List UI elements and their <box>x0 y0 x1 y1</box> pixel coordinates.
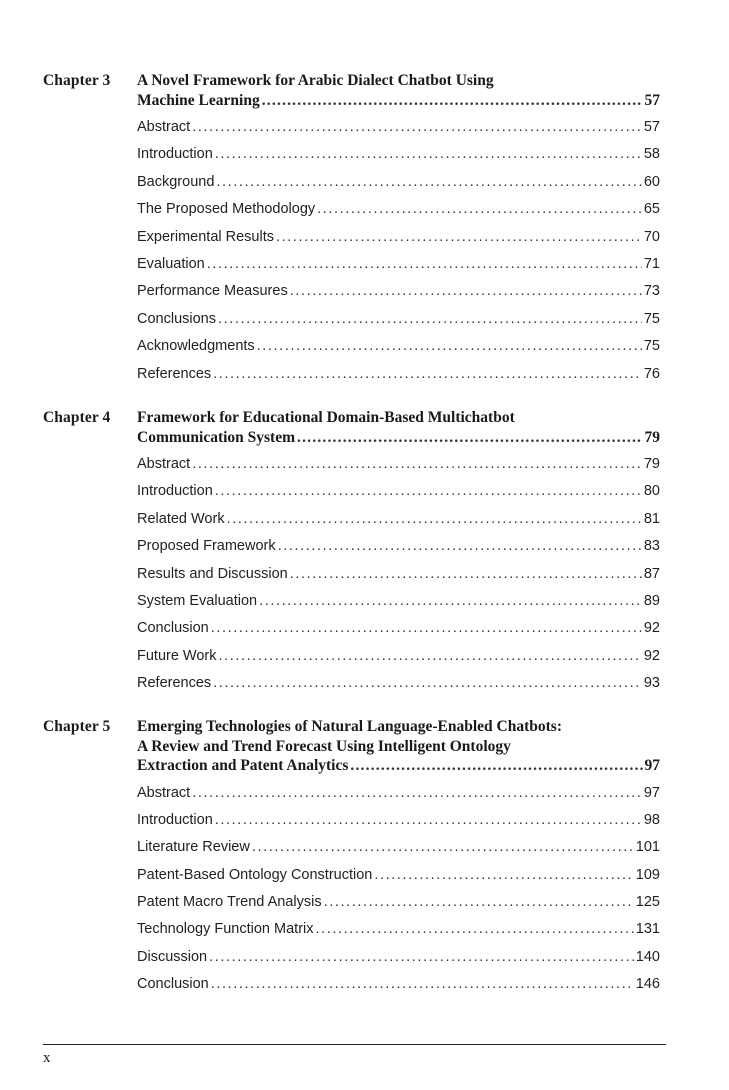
toc-entry[interactable] <box>137 282 660 309</box>
chapter-page-number: 97 <box>644 757 660 774</box>
toc-entry[interactable] <box>137 975 660 1002</box>
toc-entry-page: 83 <box>643 538 660 555</box>
chapter-title-line: Machine Learning <box>137 91 260 109</box>
toc-entry-page: 140 <box>635 948 660 965</box>
dot-leader <box>252 838 634 858</box>
toc-entry-page: 92 <box>643 647 660 664</box>
toc-entry-title: Evaluation <box>137 255 205 272</box>
toc-entry-title: Introduction <box>137 483 213 500</box>
toc-entry-title: Conclusion <box>137 976 209 993</box>
dot-leader <box>324 893 634 913</box>
toc-entry-page: 71 <box>643 255 660 272</box>
toc-entry[interactable] <box>137 920 660 947</box>
dot-leader <box>216 173 641 193</box>
toc-entry[interactable] <box>137 893 660 920</box>
dot-leader <box>213 674 642 694</box>
toc-entry-title: Conclusion <box>137 620 209 637</box>
chapter-title[interactable] <box>137 71 660 110</box>
toc-entry-title: Future Work <box>137 647 217 664</box>
toc-entry-page: 79 <box>643 456 660 472</box>
toc-entry-title: References <box>137 365 212 382</box>
toc-entry[interactable] <box>137 784 660 811</box>
toc-entry-page: 101 <box>635 839 660 856</box>
toc-entry-page: 97 <box>643 784 660 801</box>
toc-entry-page: 81 <box>643 510 660 527</box>
toc-entry-title: The Proposed Methodology <box>137 201 316 218</box>
toc-entry-page: 57 <box>643 119 660 135</box>
dot-leader <box>317 200 642 220</box>
toc-entry[interactable] <box>137 337 660 364</box>
dot-leader <box>215 145 642 165</box>
chapter-title[interactable] <box>137 717 660 776</box>
toc-entry-page: 87 <box>643 565 660 582</box>
toc-entry[interactable] <box>137 565 660 592</box>
toc-entry-title: Literature Review <box>137 839 250 856</box>
dot-leader <box>316 920 634 940</box>
toc-entry-title: References <box>137 675 212 692</box>
toc-entry-page: 89 <box>643 592 660 609</box>
toc-entry-page: 109 <box>635 866 660 883</box>
toc-entry[interactable] <box>137 228 660 255</box>
dot-leader <box>262 91 643 111</box>
toc-entry[interactable] <box>137 255 660 282</box>
toc-entry[interactable] <box>137 173 660 200</box>
footer-rule <box>43 1044 666 1045</box>
toc-entry-title: Abstract <box>137 119 191 135</box>
toc-entry-page: 125 <box>635 894 660 911</box>
dot-leader <box>350 756 642 776</box>
toc-entry-page: 58 <box>643 146 660 163</box>
dot-leader <box>192 784 642 804</box>
toc-entry-title: Patent Macro Trend Analysis <box>137 894 322 911</box>
chapter-title-line: Emerging Technologies of Natural Language-Enabled Chatbots: <box>137 718 563 735</box>
toc-entry[interactable] <box>137 537 660 564</box>
chapter-label: Chapter 3 <box>43 72 111 89</box>
toc-entry-title: Related Work <box>137 510 225 527</box>
toc-entry[interactable] <box>137 811 660 838</box>
dot-leader <box>276 228 642 248</box>
toc-entry[interactable] <box>137 866 660 893</box>
dot-leader <box>209 948 634 968</box>
chapter-page-number: 79 <box>644 428 660 446</box>
toc-entry[interactable] <box>137 200 660 227</box>
dot-leader <box>218 310 642 330</box>
dot-leader <box>192 455 642 475</box>
chapter-label: Chapter 5 <box>43 718 111 735</box>
toc-entry[interactable] <box>137 455 660 482</box>
toc-entry-page: 75 <box>643 338 660 355</box>
toc-entry[interactable] <box>137 482 660 509</box>
chapter-title-line: Framework for Educational Domain-Based Multichatbot <box>137 409 515 426</box>
toc-entry-page: 76 <box>643 365 660 382</box>
chapter-page-number: 57 <box>644 91 660 109</box>
dot-leader <box>211 619 642 639</box>
chapter-5 <box>43 717 660 1003</box>
dot-leader <box>192 118 642 138</box>
toc-entry-page: 92 <box>643 620 660 637</box>
toc-entry[interactable] <box>137 510 660 537</box>
toc-entry[interactable] <box>137 365 660 392</box>
dot-leader <box>257 337 642 357</box>
dot-leader <box>290 565 642 585</box>
chapter-label: Chapter 4 <box>43 409 111 426</box>
toc-entry-page: 60 <box>643 173 660 190</box>
chapter-4 <box>43 408 660 702</box>
toc-entry[interactable] <box>137 948 660 975</box>
toc-entry-title: System Evaluation <box>137 592 258 609</box>
toc-entry-page: 98 <box>643 811 660 828</box>
toc-entry-title: Experimental Results <box>137 228 274 245</box>
dot-leader <box>207 255 642 275</box>
dot-leader <box>278 537 642 557</box>
toc-entry-title: Proposed Framework <box>137 538 276 555</box>
toc-entries <box>137 455 660 702</box>
toc-entry-title: Abstract <box>137 456 191 472</box>
chapter-3 <box>43 71 660 392</box>
dot-leader <box>227 510 642 530</box>
toc-entry-title: Introduction <box>137 146 213 163</box>
toc-entry-page: 146 <box>635 976 660 993</box>
toc-entry-title: Patent-Based Ontology Construction <box>137 866 373 883</box>
chapter-title-line: A Review and Trend Forecast Using Intelligent Ontology <box>137 737 511 755</box>
dot-leader <box>215 482 642 502</box>
toc-entry[interactable] <box>137 838 660 865</box>
toc-entry[interactable] <box>137 619 660 646</box>
toc-entries <box>137 784 660 1003</box>
toc-entry[interactable] <box>137 118 660 145</box>
toc-entry[interactable] <box>137 145 660 172</box>
toc-entry[interactable] <box>137 592 660 619</box>
dot-leader <box>259 592 642 612</box>
dot-leader <box>290 282 642 302</box>
dot-leader <box>213 365 642 385</box>
toc-entry-page: 73 <box>643 283 660 300</box>
toc-entry-title: Acknowledgments <box>137 338 255 355</box>
toc-entry[interactable] <box>137 674 660 701</box>
toc-entry-title: Performance Measures <box>137 283 288 300</box>
toc-entry[interactable] <box>137 647 660 674</box>
dot-leader <box>374 866 633 886</box>
toc-entry-title: Abstract <box>137 784 191 801</box>
footer-page-number: x <box>43 1050 51 1066</box>
chapter-title-line: Communication System <box>137 428 296 446</box>
dot-leader <box>215 811 642 831</box>
toc-entry-page: 75 <box>643 310 660 327</box>
toc-entry-title: Background <box>137 173 215 190</box>
toc-entry-title: Introduction <box>137 811 213 828</box>
toc-entry-page: 65 <box>643 201 660 218</box>
dot-leader <box>297 428 642 448</box>
chapter-title-line: A Novel Framework for Arabic Dialect Chatbot Using <box>137 72 494 89</box>
toc-entry-page: 93 <box>643 675 660 692</box>
toc-entry[interactable] <box>137 310 660 337</box>
chapter-title-line: Extraction and Patent Analytics <box>137 757 349 774</box>
toc-entry-title: Discussion <box>137 948 208 965</box>
toc-entry-page: 80 <box>643 483 660 500</box>
dot-leader <box>211 975 634 995</box>
toc-entry-title: Technology Function Matrix <box>137 921 314 938</box>
toc-entry-page: 70 <box>643 228 660 245</box>
dot-leader <box>219 647 642 667</box>
toc-entry-title: Conclusions <box>137 310 216 327</box>
toc-entries <box>137 118 660 392</box>
toc-entry-title: Results and Discussion <box>137 565 288 582</box>
chapter-title[interactable] <box>137 408 660 447</box>
toc-entry-page: 131 <box>635 921 660 938</box>
